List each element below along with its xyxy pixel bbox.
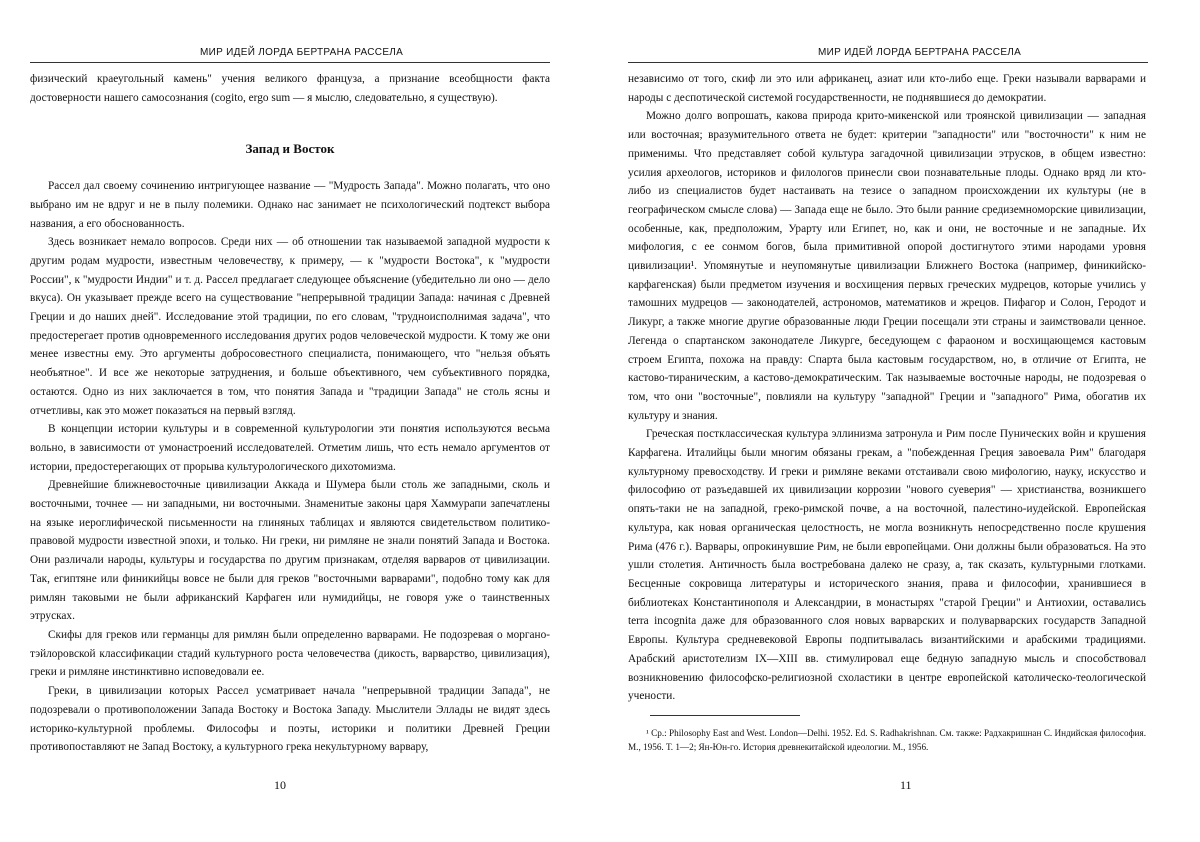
paragraph: Греки, в цивилизации которых Рассел усматривает начала "непрерывной традиции Запада", не подозревали о противоположении Запада Востоку и Востока Западу. Мыслители Эллады не видят здесь историко-культурной проблемы. Философы и поэты, историки и политики Древней Греции противопоставляют не Запад Востоку, а культурного грека некультурному варвару, [30,685,550,754]
left-page [0,0,590,842]
header-rule [30,62,550,63]
paragraph: физический краеугольный камень" учения великого француза, а признание всеобщности факта достоверности нашего самосознания (cogito, ergo sum — я мыслю, следовательно, я существую). [30,73,550,104]
paragraph: независимо от того, скиф ли это или африканец, азиат или кто-либо еще. Греки называли варварами и народы с деспотической системой государственности, не поднявшиеся до демократии. [628,73,1146,104]
footnote: ¹ Ср.: Philosophy East and West. London—Delhi. 1952. Ed. S. Radhakrishnan. См. также: Радхакришнан С. Индийская философия. М., 1956. Т. 1—2; Ян-Юн-го. История древнекитайской идеологии. М., 1956. [628,728,1146,752]
right-page [600,0,1200,842]
paragraph: Можно долго вопрошать, какова природа крито-микенской или троянской цивилизации — западная или восточная; вразумительного ответа не будет: критерии "западности" или "восточности" к ним не применимы. Что представляет собой культура загадочной цивилизации этрусков, в общем известно: усилия археологов, историков и филологов принесли свои познавательные плоды. Однако вряд ли кто-либо из специалистов будет настаивать на тезисе о западном происхождении их культуры (не в географическом смысле слова) — Запада еще не было. Это были ранние средиземноморские цивилизации, особенные, как, предположим, Урарту или Египет, но, как и они, не восточные и не западные. Их мифология, с ее сонмом богов, была примитивной опорой достигнутого этими народами уровня цивилизации¹. Упомянутые и неупомянутые цивилизации Ближнего Востока (например, финикийско-карфагенская) были предметом изучения и восхищения первых греческих мудрецов, которые учились у тамошних мудрецов — законодателей, астрономов, математиков и жрецов. Пифагор и Солон, Геродот и Ликург, а также многие другие образованные люди Греции посещали эти страны и заимствовали ценное. Легенда о спартанском законодателе Ликурге, беседующем с фараоном и восхищающемся кастовым строем Египта, похожа на правду: Спарта была кастовым государством, но, в отличие от Египта, не кастово-тираническим, а кастово-демократическим. Так называемые восточные народы, не подозревая о том, что они "восточные", повлияли на культуру "западной" Греции и "западного" Рима, обогатив их культуру и знания. [628,110,1146,422]
paragraph: Древнейшие ближневосточные цивилизации Аккада и Шумера были столь же западными, сколь и восточными, точнее — ни западными, ни восточными. Знаменитые законы царя Хаммурапи запечатлены на языке иероглифической письменности на глиняных таблицах и являются свидетельством политико-правовой мудрости известной эпохи, и только. Ни греки, ни римляне не знали понятий Запада и Востока. Они различали народы, культуры и государства по другим признакам, отделяя варваров от цивилизации. Так, египтяне или финикийцы вовсе не были для греков "восточными варварами", подобно тому как для римлян таковыми не были африканский Карфаген или нумидийцы, не говоря уже о таинственных этрусках. [30,479,550,623]
paragraph: Здесь возникает немало вопросов. Среди них — об отношении так называемой западной мудрости к другим родам мудрости, известным человечеству, к примеру, — к "мудрости Востока", к "мудрости России", к "мудрости Индии" и т. д. Рассел предлагает следующее объяснение (убедительно ли оно — дело вкуса). Он указывает прежде всего на существование "непрерывной традиции Запада: начиная с Древней Греции и до наших дней". Исследование этой традиции, по его словам, "трудноисполнимая задача", что предостерегает против одновременного исследования других родов человеческой мудрости. К тому же они менее известны ему. Это аргументы добросовестного специалиста, понимающего, что "нельзя объять необъятное". И все же некоторые затруднения, и больше объективного, чем субъективного порядка, остаются. Одно из них заключается в том, что понятия Запада и "традиции Запада" не столь ясны и отчетливы, как это может показаться на первый взгляд. [30,236,550,417]
header-rule [628,62,1148,63]
footnote-rule [650,715,800,716]
paragraph: В концепции истории культуры и в современной культурологии эти понятия используются весьма вольно, в зависимости от умонастроений исследователей. Отметим лишь, что есть немало аргументов от истории, предостерегающих от прорыва культурологического дихотомизма. [30,423,550,473]
section-heading: Запад и Восток [245,141,335,157]
paragraph: Греческая постклассическая культура эллинизма затронула и Рим после Пунических войн и крушения Карфагена. Италийцы были многим обязаны грекам, а "побежденная Греция завоевала Рим" благодаря культурному превосходству. И греки и римляне веками отстаивали свою мифологию, науку, искусство и философию от разъедавшей их цивилизации коррозии "нового суеверия" — христианства, возникшего опять-таки не на западной, греко-римской почве, а на восточной, палестино-иудейской. Европейская культура, как новая органическая целостность, не могла возникнуть непосредственно после крушения Рима (476 г.). Варвары, опрокинувшие Рим, не были европейцами. Они должны были образоваться. На это ушли столетия. Античность была востребована далеко не сразу, а, так сказать, культурными глотками. Бесценные сокровища литературы и исторического знания, права и философии, хранившиеся в библиотеках Константинополя и Александрии, в монастырях "старой Греции" и Антиохии, оставались terra incognita даже для образованного слоя новых варварских и полуварварских государств Западной Европы. Культура средневековой Европы подпитывалась византийскими и арабскими традициями. Арабский аристотелизм IX—XIII вв. стимулировал еще бедную западную мысль и способствовал возникновению философско-религиозной схоластики в центре европейской католическо-теологической учености. [628,428,1146,703]
paragraph: Рассел дал своему сочинению интригующее название — "Мудрость Запада". Можно полагать, что оно выбрано им не вдруг и не в пылу полемики. Однако нас занимает не психологический подтекст выбора названия, а его обоснованность. [30,180,550,230]
running-header: МИР ИДЕЙ ЛОРДА БЕРТРАНА РАССЕЛА [818,47,1022,58]
page-number: 10 [274,778,286,792]
running-header: МИР ИДЕЙ ЛОРДА БЕРТРАНА РАССЕЛА [200,47,404,58]
page-number: 11 [900,778,912,792]
right-page-body [628,70,1146,706]
left-page-body [30,70,550,757]
paragraph: Скифы для греков или германцы для римлян были определенно варварами. Не подозревая о моргано-тэйлоровской классификации стадий культурного роста человечества (дикость, варварство, цивилизация), греки и римляне инстинктивно исповедовали ее. [30,628,550,679]
